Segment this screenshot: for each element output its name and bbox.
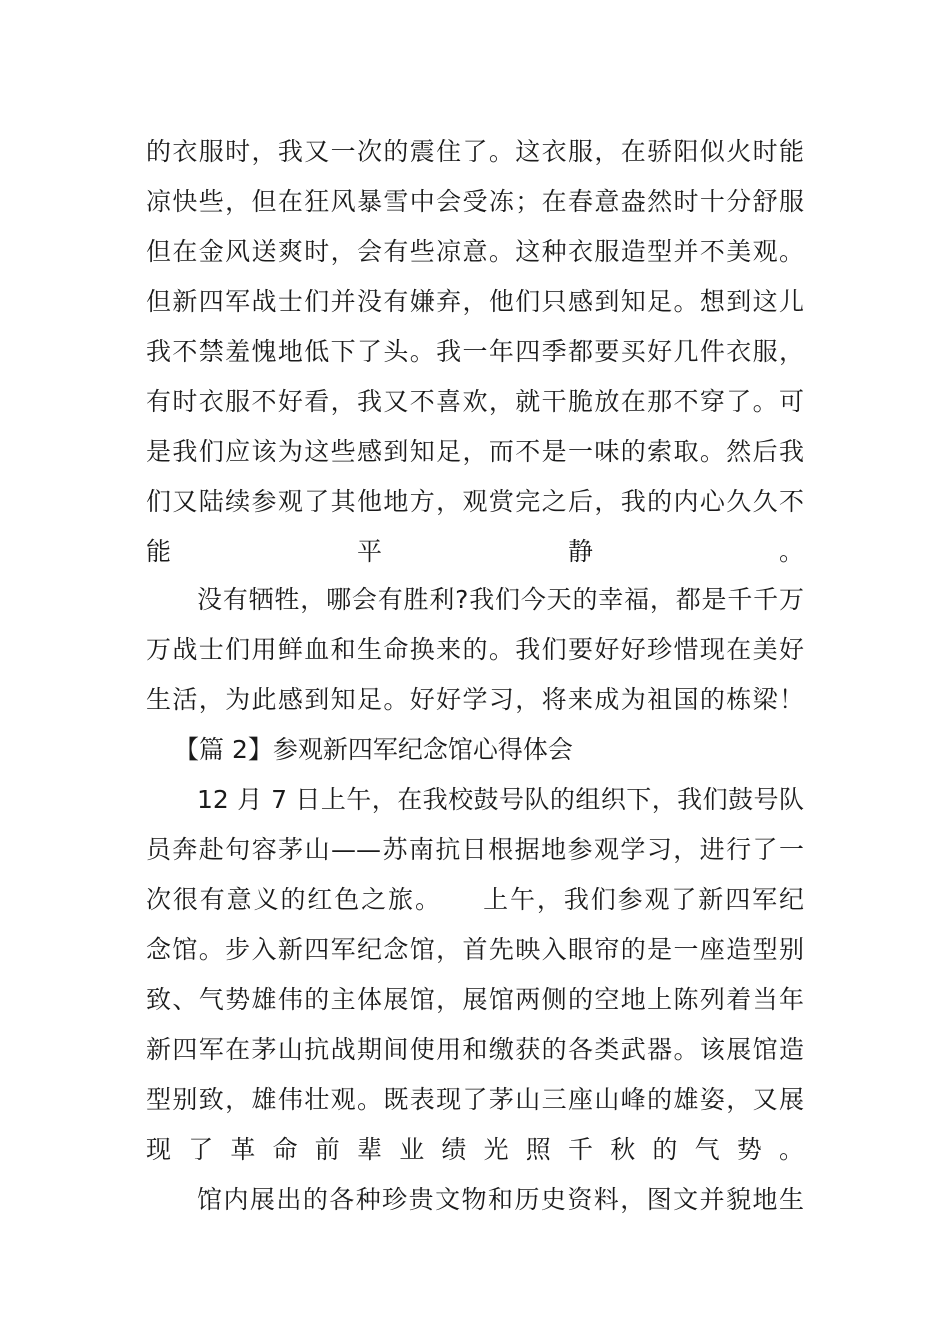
text-line: 新四军在茅山抗战期间使用和缴获的各类武器。该展馆造 — [146, 1035, 804, 1064]
text-line: 的衣服时，我又一次的震住了。这衣服，在骄阳似火时能 — [146, 137, 804, 166]
text-line: 是我们应该为这些感到知足，而不是一味的索取。然后我 — [146, 437, 804, 466]
text-line: 员奔赴句容茅山——苏南抗日根据地参观学习，进行了一 — [146, 835, 804, 864]
text-line: 有时衣服不好看，我又不喜欢，就干脆放在那不穿了。可 — [146, 387, 804, 416]
text-line: 但新四军战士们并没有嫌弃，他们只感到知足。想到这儿 — [146, 287, 804, 316]
text-line: 型别致，雄伟壮观。既表现了茅山三座山峰的雄姿，又展 — [146, 1085, 804, 1114]
paragraph-first-line: 没有牺牲，哪会有胜利?我们今天的幸福，都是千千万 — [197, 585, 804, 614]
text-line: 生活，为此感到知足。好好学习，将来成为祖国的栋梁！ — [146, 685, 804, 714]
text-line: 但在金风送爽时，会有些凉意。这种衣服造型并不美观。 — [146, 237, 804, 266]
paragraph-first-line: 馆内展出的各种珍贵文物和历史资料，图文并貌地生 — [197, 1185, 804, 1214]
text-line: 万战士们用鲜血和生命换来的。我们要好好珍惜现在美好 — [146, 635, 804, 664]
text-line: 现了革命前辈业绩光照千秋的气势。 — [146, 1135, 804, 1164]
text-line: 我不禁羞愧地低下了头。我一年四季都要买好几件衣服， — [146, 337, 804, 366]
text-line: 能平静。 — [146, 537, 804, 566]
text-line: 凉快些，但在狂风暴雪中会受冻；在春意盎然时十分舒服 — [146, 187, 804, 216]
paragraph-first-line: 12 月 7 日上午，在我校鼓号队的组织下，我们鼓号队 — [197, 785, 804, 814]
section-heading: 【篇 2】参观新四军纪念馆心得体会 — [174, 735, 573, 764]
text-line: 念馆。步入新四军纪念馆，首先映入眼帘的是一座造型别 — [146, 935, 804, 964]
text-line: 次很有意义的红色之旅。 上午，我们参观了新四军纪 — [146, 885, 804, 914]
text-line: 们又陆续参观了其他地方，观赏完之后，我的内心久久不 — [146, 487, 804, 516]
text-line: 致、气势雄伟的主体展馆，展馆两侧的空地上陈列着当年 — [146, 985, 804, 1014]
